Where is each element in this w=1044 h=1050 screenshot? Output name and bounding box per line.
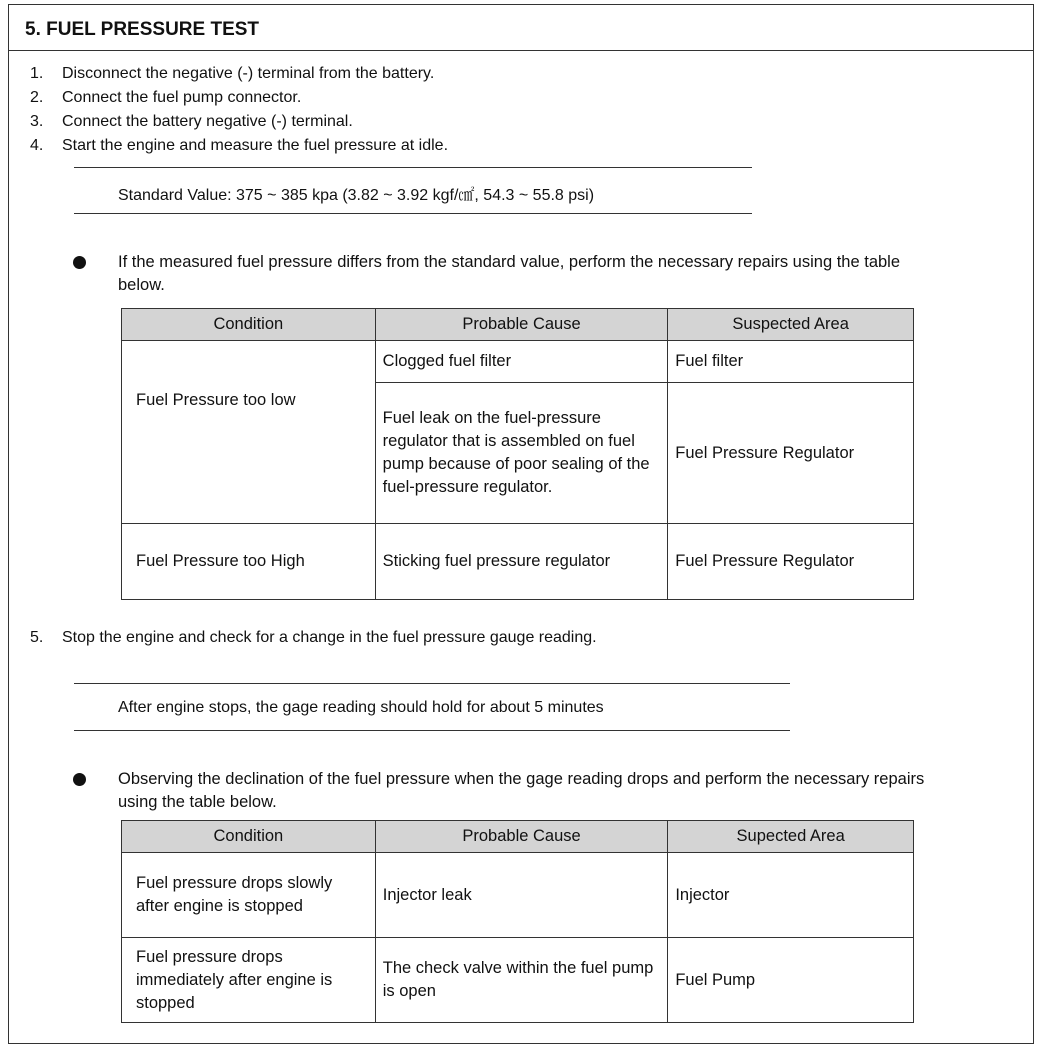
cause-cell: Fuel leak on the fuel-pressure regulator that is assembled on fuel pump because of poor sealing of the fuel-pressure regulator. (375, 383, 668, 524)
step-number: 4. (30, 137, 44, 154)
column-header: Condition (122, 309, 376, 341)
condition-cell: Fuel pressure drops slowly after engine is stopped (122, 853, 376, 938)
step-number: 3. (30, 113, 44, 130)
step-number: 2. (30, 89, 44, 106)
section-header (9, 5, 1033, 51)
step-text: Connect the fuel pump connector. (62, 89, 302, 106)
area-cell: Fuel Pump (668, 938, 914, 1023)
step-2 (30, 88, 301, 108)
cause-cell: Sticking fuel pressure regulator (375, 524, 668, 600)
step-number: 1. (30, 65, 44, 82)
step-text: Connect the battery negative (-) terminal. (62, 113, 353, 130)
column-header: Condition (122, 821, 376, 853)
cause-cell: The check valve within the fuel pump is open (375, 938, 668, 1023)
area-cell: Fuel Pressure Regulator (668, 524, 914, 600)
step-text: Stop the engine and check for a change in the fuel pressure gauge reading. (62, 629, 597, 646)
area-cell: Fuel Pressure Regulator (668, 383, 914, 524)
table-row (122, 853, 914, 938)
column-header: Suspected Area (668, 309, 914, 341)
column-header: Probable Cause (375, 821, 668, 853)
step-5 (30, 628, 597, 648)
bullet-icon (73, 256, 86, 269)
area-cell: Fuel filter (668, 341, 914, 383)
standard-value: Standard Value: 375 ~ 385 kpa (3.82 ~ 3.92 kgf/㎠, 54.3 ~ 55.8 psi) (118, 187, 595, 204)
bullet-text: If the measured fuel pressure differs from the standard value, perform the necessary repairs using the table below. (118, 253, 901, 294)
divider (74, 213, 752, 214)
divider (74, 730, 790, 731)
repair-table-drop (121, 820, 914, 1023)
section-title: 5. FUEL PRESSURE TEST (25, 19, 260, 40)
table-header-row (122, 309, 914, 341)
table-row (122, 938, 914, 1023)
hold-note: After engine stops, the gage reading should hold for about 5 minutes (118, 699, 604, 716)
column-header: Probable Cause (375, 309, 668, 341)
table-header-row (122, 821, 914, 853)
step-text: Disconnect the negative (-) terminal from the battery. (62, 65, 435, 82)
area-cell: Injector (668, 853, 914, 938)
column-header: Supected Area (668, 821, 914, 853)
divider (74, 167, 752, 168)
step-number: 5. (30, 629, 44, 646)
step-text: Start the engine and measure the fuel pressure at idle. (62, 137, 449, 154)
step-3 (30, 112, 353, 132)
table-row (122, 341, 914, 383)
step-4 (30, 136, 448, 156)
divider (74, 683, 790, 684)
bullet-icon (73, 773, 86, 786)
condition-cell: Fuel pressure drops immediately after engine is stopped (122, 938, 376, 1023)
repair-table-pressure (121, 308, 914, 600)
step-1 (30, 64, 434, 84)
bullet-text: Observing the declination of the fuel pressure when the gage reading drops and perform the necessary repairs using the table below. (118, 770, 925, 811)
cause-cell: Injector leak (375, 853, 668, 938)
cause-cell: Clogged fuel filter (375, 341, 668, 383)
table-row (122, 524, 914, 600)
condition-cell: Fuel Pressure too low (122, 341, 376, 524)
condition-cell: Fuel Pressure too High (122, 524, 376, 600)
